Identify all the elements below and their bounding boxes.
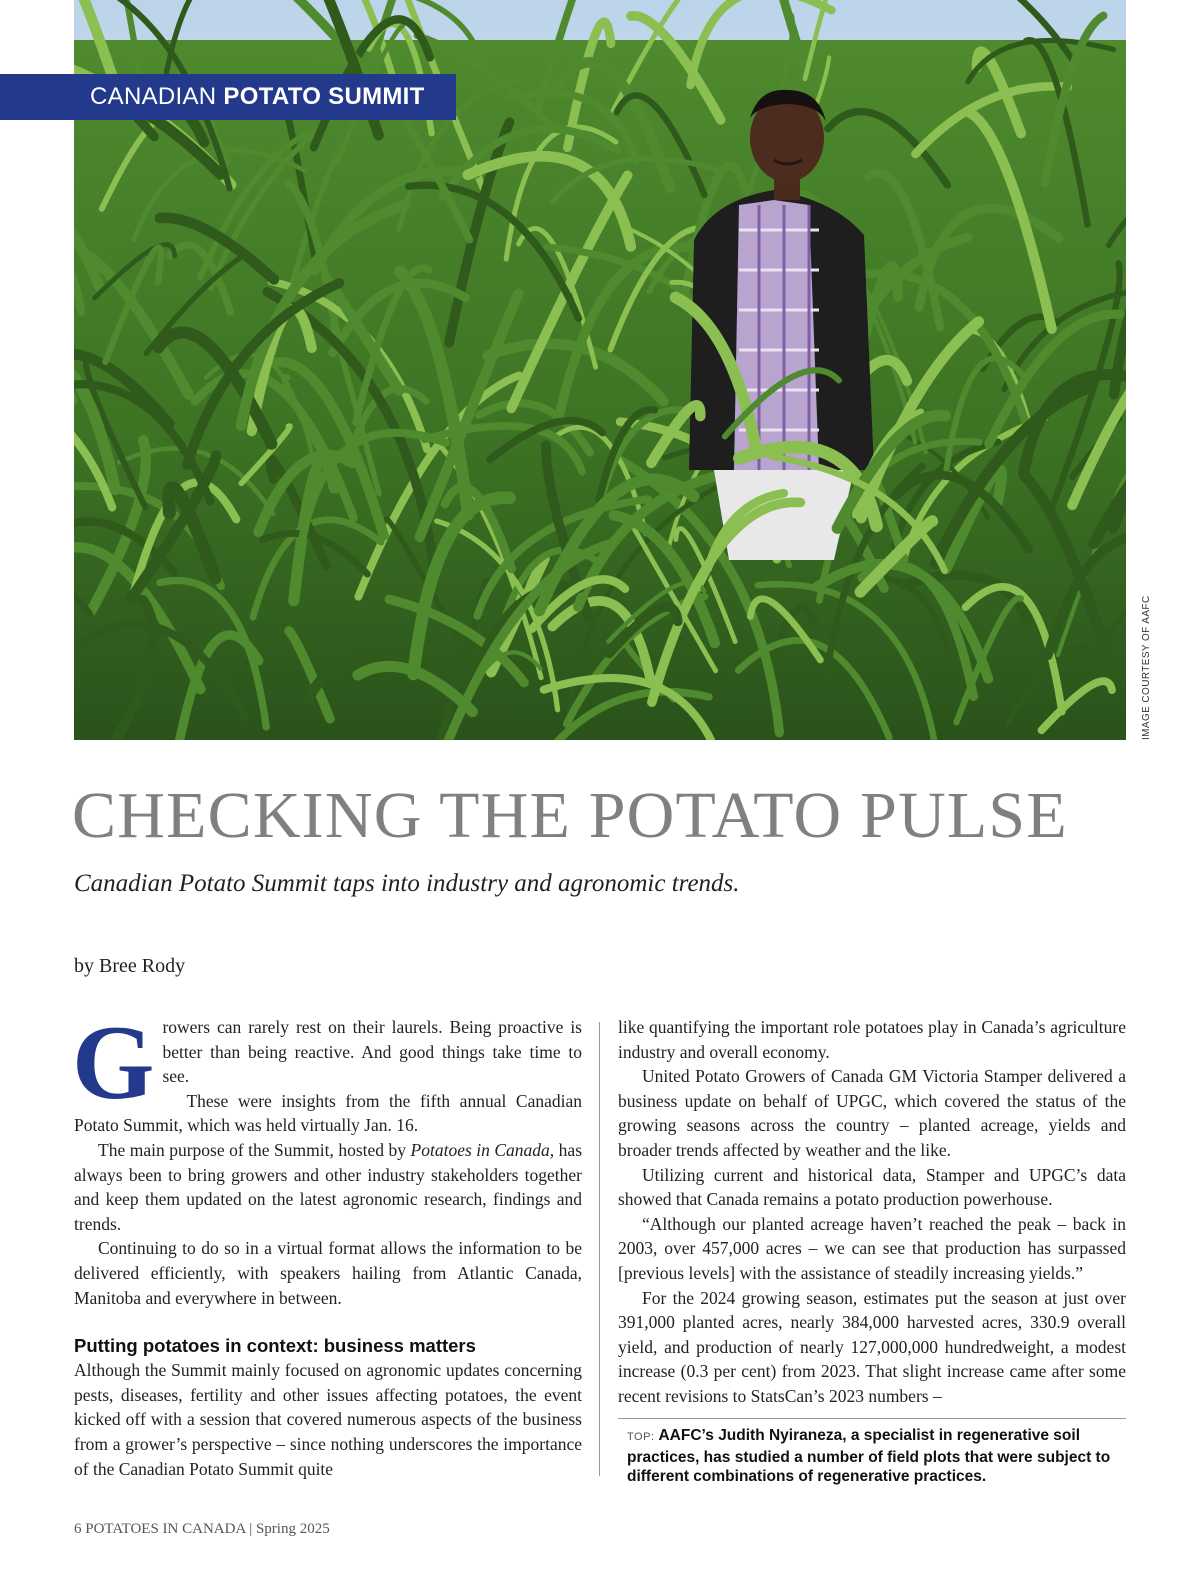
paragraph-3-after: has always been to bring growers and other industry stakeholders together and keep them updated on the latest agronomic research, findings and trends.: [74, 1139, 583, 1234]
caption-text: AAFC’s Judith Nyiraneza, a specialist in regenerative soil practices, has studied a number of field plots that were subject to different combinations of regenerative practices.: [627, 1427, 1111, 1485]
paragraph-3-before: The main purpose of the Summit, hosted by: [98, 1139, 411, 1160]
section-tag: [0, 74, 456, 120]
paragraph-5: Although the Summit mainly focused on agronomic updates concerning pests, diseases, fertility and other issues affecting potatoes, the event kicked off with a session that covered numerous aspects of the business from a grower’s perspective – since nothing underscores the importance of the Canadian Potato Summit quite: [74, 1360, 582, 1479]
article-headline: CHECKING THE POTATO PULSE: [72, 779, 1068, 852]
paragraph-8: Utilizing current and historical data, Stamper and UPGC’s data showed that Canada remains a potato production powerhouse.: [618, 1164, 1126, 1210]
caption-lead: TOP:: [627, 1431, 655, 1443]
section-tag-prefix: CANADIAN: [90, 83, 224, 110]
paragraph-3: [74, 1138, 582, 1236]
paragraph-2: These were insights from the fifth annual Canadian Potato Summit, which was held virtually Jan. 16.: [74, 1090, 582, 1136]
drop-cap: G: [72, 1004, 155, 1121]
column-divider: [599, 1022, 600, 1476]
paragraph-7: United Potato Growers of Canada GM Victoria Stamper delivered a business update on behalf of UPGC, which covered the status of the growing seasons across the country – planted acreage, yields and broader trends affected by weather and the like.: [618, 1066, 1126, 1160]
page-footer: 6 POTATOES IN CANADA | Spring 2025: [74, 1521, 330, 1537]
caption-rule: [618, 1418, 1126, 1419]
article-column-right: [618, 1015, 1126, 1409]
paragraph-1-text: rowers can rarely rest on their laurels. Being proactive is better than being reactive. And good things take time to see.: [162, 1017, 582, 1087]
section-tag-emphasis: POTATO SUMMIT: [223, 83, 425, 110]
photo-caption: [627, 1426, 1126, 1487]
article-column-left: [72, 1004, 583, 1481]
article-dek: Canadian Potato Summit taps into industry and agronomic trends.: [74, 870, 740, 897]
paragraph-9: “Although our planted acreage haven’t reached the peak – back in 2003, over 457,000 acres – we can see that production has surpassed [previous levels] with the assistance of steadily increasing yields.”: [618, 1213, 1126, 1283]
article-byline: by Bree Rody: [74, 955, 186, 977]
photo-credit: IMAGE COURTESY OF AAFC: [1141, 595, 1152, 740]
paragraph-10: For the 2024 growing season, estimates put the season at just over 391,000 planted acres, nearly 384,000 harvested acres, 330.9 overall yield, and production of nearly 127,000,000 hundredweight, a modest increase (0.3 per cent) from 2023. That slight increase came after some recent revisions to StatsCan’s 2023 numbers –: [618, 1287, 1126, 1406]
article-subhead: Putting potatoes in context: business matters: [74, 1335, 476, 1357]
paragraph-4: Continuing to do so in a virtual format allows the information to be delivered efficiently, with speakers hailing from Atlantic Canada, Manitoba and everywhere in between.: [74, 1238, 582, 1308]
paragraph-6: like quantifying the important role potatoes play in Canada’s agriculture industry and overall economy.: [618, 1017, 1126, 1062]
publication-name: Potatoes in Canada,: [410, 1139, 555, 1160]
